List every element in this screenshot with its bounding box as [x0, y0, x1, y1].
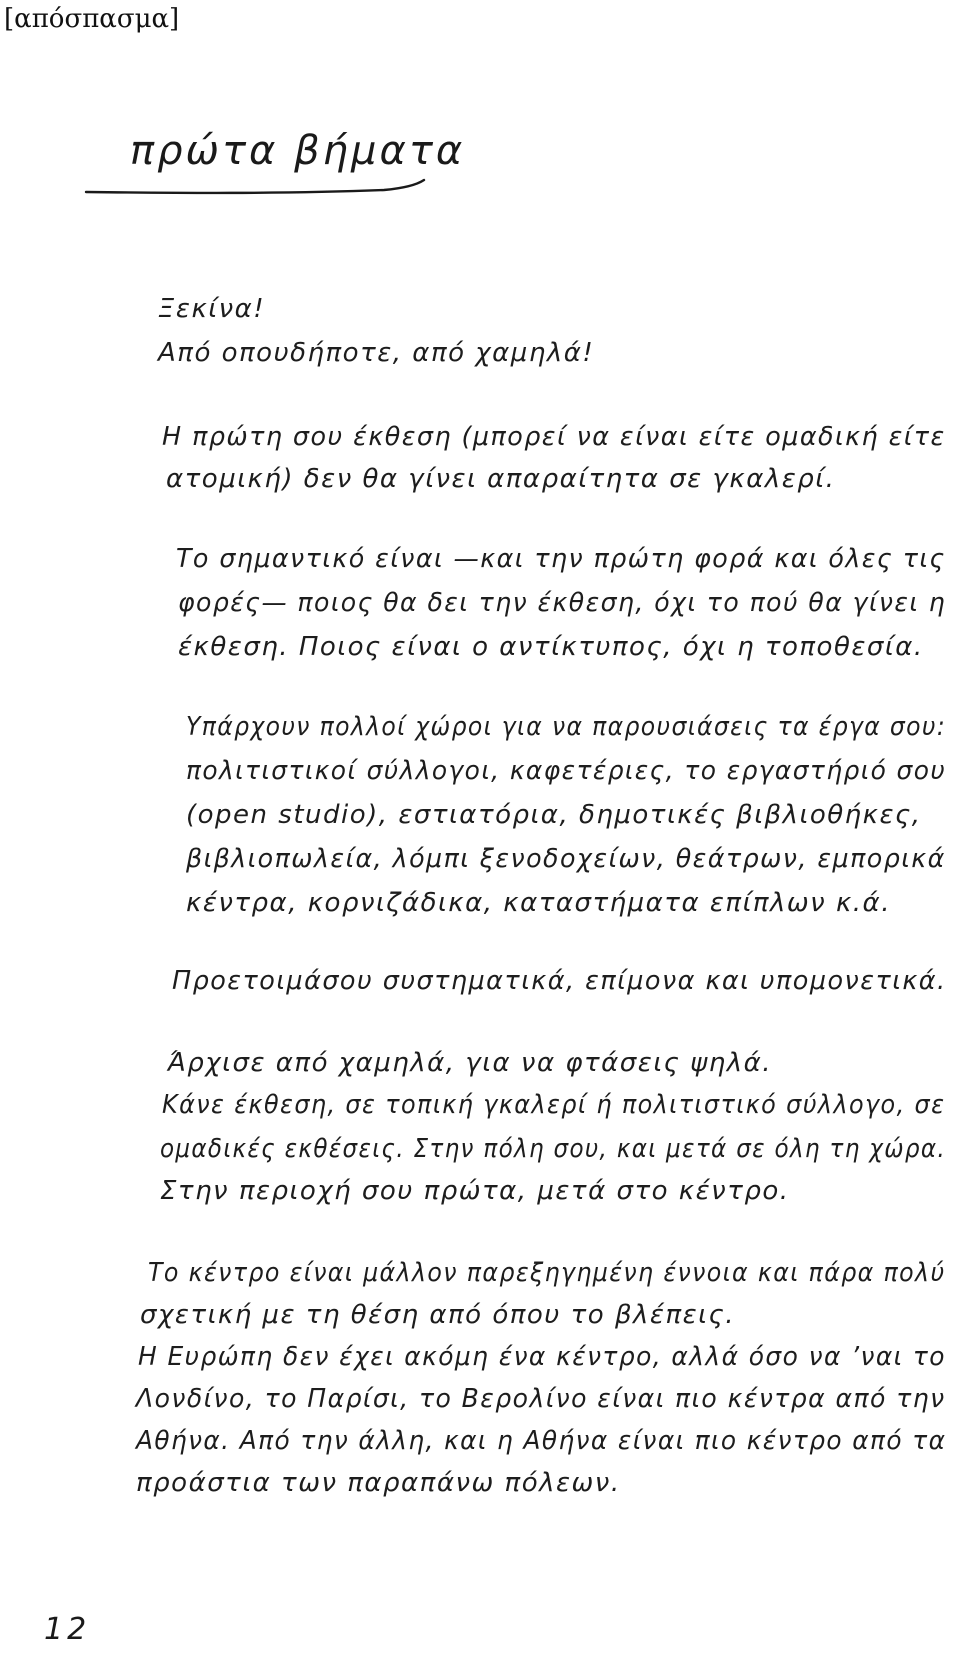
title-underline — [84, 178, 444, 202]
text-line: Κάνε έκθεση, σε τοπική γκαλερί ή πολιτιστικό σύλλογο, σε — [162, 1090, 946, 1120]
text-line: έκθεση. Ποιος είναι ο αντίκτυπος, όχι η τοποθεσία. — [178, 632, 924, 662]
text-line: ομαδικές εκθέσεις. Στην πόλη σου, και μετά σε όλη τη χώρα. — [160, 1134, 946, 1164]
text-line: Στην περιοχή σου πρώτα, μετά στο κέντρο. — [160, 1176, 790, 1206]
excerpt-label: [απόσπασμα] — [4, 4, 180, 34]
text-line: Η πρώτη σου έκθεση (μπορεί να είναι είτε ομαδική είτε — [162, 422, 946, 452]
text-line: (open studio), εστιατόρια, δημοτικές βιβλιοθήκες, — [186, 800, 922, 830]
text-line: Λονδίνο, το Παρίσι, το Βερολίνο είναι πιο κέντρα από την — [136, 1384, 946, 1414]
text-line: Το σημαντικό είναι —και την πρώτη φορά και όλες τις — [176, 544, 946, 574]
text-line: Το κέντρο είναι μάλλον παρεξηγημένη έννοια και πάρα πολύ — [148, 1258, 946, 1288]
text-line: πολιτιστικοί σύλλογοι, καφετέριες, το εργαστήριό σου — [186, 756, 947, 786]
text-line: προάστια των παραπάνω πόλεων. — [136, 1468, 621, 1498]
page-title: πρώτα βήματα — [130, 128, 466, 174]
text-line: ατομική) δεν θα γίνει απαραίτητα σε γκαλερί. — [166, 464, 836, 494]
text-line: Υπάρχουν πολλοί χώροι για να παρουσιάσεις τα έργα σου: — [186, 712, 947, 742]
text-line: Από οπουδήποτε, από χαμηλά! — [158, 338, 595, 368]
text-line: Άρχισε από χαμηλά, για να φτάσεις ψηλά. — [168, 1048, 773, 1078]
text-line: Αθήνα. Από την άλλη, και η Αθήνα είναι πιο κέντρο από τα — [136, 1426, 947, 1456]
text-line: φορές— ποιος θα δει την έκθεση, όχι το πού θα γίνει η — [178, 588, 947, 618]
text-line: Προετοιμάσου συστηματικά, επίμονα και υπομονετικά. — [172, 966, 947, 996]
text-line: Η Ευρώπη δεν έχει ακόμη ένα κέντρο, αλλά όσο να ’ναι το — [138, 1342, 946, 1372]
text-line: σχετική με τη θέση από όπου το βλέπεις. — [140, 1300, 736, 1330]
text-line: κέντρα, κορνιζάδικα, καταστήματα επίπλων κ.ά. — [186, 888, 891, 918]
text-line: βιβλιοπωλεία, λόμπι ξενοδοχείων, θεάτρων, εμπορικά — [186, 844, 946, 874]
page-number: 12 — [44, 1612, 91, 1647]
text-line: Ξεκίνα! — [158, 294, 266, 324]
